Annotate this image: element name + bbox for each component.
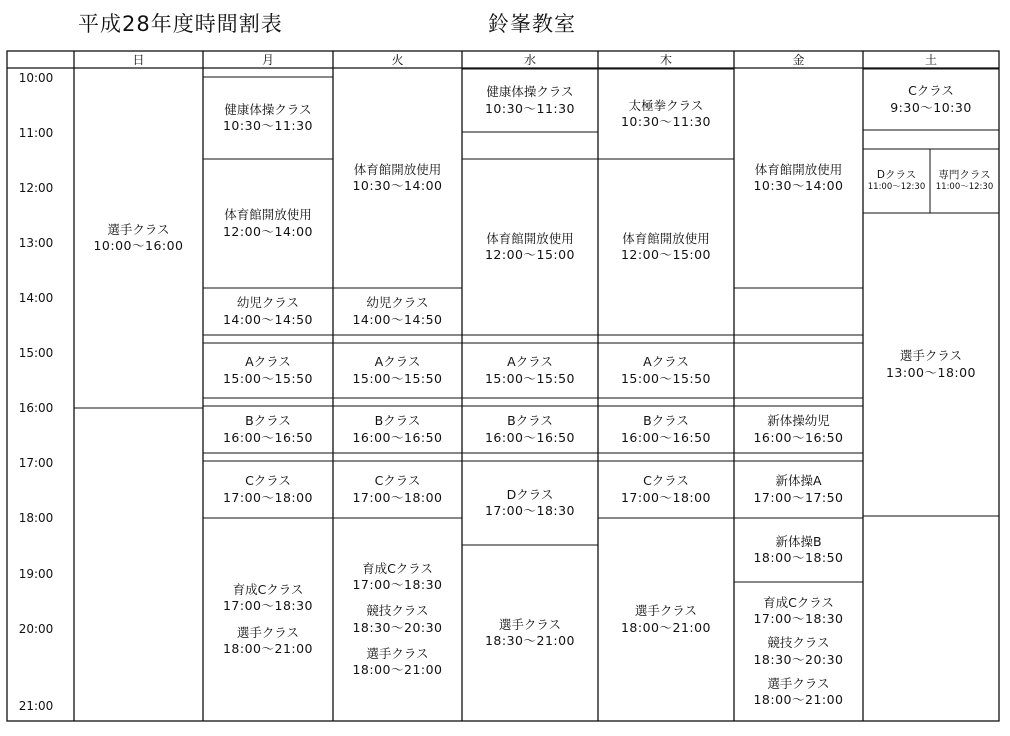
class-cell [203,406,333,453]
class-name: Aクラス [374,354,421,370]
class-name: 体育館開放使用 [622,230,710,246]
class-time: 10:30～11:30 [620,114,712,129]
class-time: 18:30～20:30 [753,651,844,667]
class-name: Cクラス [374,473,421,489]
class-time: 12:00～15:00 [620,247,712,262]
class-name: 選手クラス [366,645,429,661]
class-name: 体育館開放使用 [224,207,312,223]
class-name: 新体操B [775,533,822,549]
class-cell [863,149,930,213]
hour-label: 15:00 [18,346,54,360]
class-name: 体育館開放使用 [486,230,574,246]
page-title: 平成28年度時間割表 [78,12,283,36]
class-name: 専門クラス [938,168,991,181]
class-time: 16:00～16:50 [222,429,314,445]
class-time: 18:00～21:00 [753,692,844,707]
class-time: 13:00～18:00 [885,364,977,380]
class-time: 9:30～10:30 [890,99,972,115]
class-time: 16:00～16:50 [484,429,576,445]
class-time: 10:30～14:00 [352,178,443,193]
class-cell [462,69,598,132]
class-cell [598,406,734,453]
class-time: 10:30～11:30 [484,100,576,116]
class-name: Aクラス [507,354,553,370]
class-name: 新体操A [775,473,822,489]
class-name: 育成Cクラス [232,582,304,597]
class-name: 健康体操クラス [224,101,312,117]
class-time: 17:00～17:50 [753,489,844,505]
class-name: 体育館開放使用 [353,161,442,177]
class-name: 競技クラス [366,603,429,619]
day-header-sun: 日 [132,53,145,67]
hour-label: 17:00 [18,456,54,470]
class-name: 選手クラス [236,624,300,640]
class-name: 幼児クラス [366,295,429,311]
class-time: 10:00～16:00 [93,238,184,253]
class-time: 17:00～18:00 [620,489,712,505]
class-name: Cクラス [245,473,291,489]
class-name: 育成Cクラス [763,594,834,610]
class-cell [734,461,863,518]
hour-label: 12:00 [18,181,54,195]
class-name: Bクラス [507,413,553,429]
class-cell [462,545,598,721]
class-time: 15:00～15:50 [620,370,712,386]
class-time: 18:30～21:00 [484,633,576,648]
class-cell [598,461,734,518]
hour-label: 19:00 [18,567,54,581]
class-time: 16:00～16:50 [753,429,844,445]
class-name: Bクラス [643,413,689,429]
class-cell [333,406,462,453]
day-header-tue: 火 [391,53,404,67]
day-header-sat: 土 [924,53,937,67]
class-name: 選手クラス [498,616,562,632]
class-cell [462,159,598,335]
class-time: 18:00～18:50 [753,550,844,565]
class-cell [333,343,462,398]
class-time: 16:00～16:50 [620,429,712,445]
class-cell [598,343,734,398]
class-cell [74,68,203,408]
hour-label: 20:00 [18,622,54,636]
class-time: 18:30～20:30 [352,619,443,635]
class-name: 新体操幼児 [767,413,830,429]
class-name: Cクラス [643,473,689,489]
class-time: 18:00～21:00 [620,619,712,635]
class-cell [930,149,999,213]
class-time: 17:00～18:00 [222,489,314,505]
day-header-fri: 金 [792,53,805,67]
class-cell [734,406,863,453]
class-name: Dクラス [506,486,554,502]
class-name: 育成Cクラス [362,560,433,576]
class-name: 選手クラス [634,603,698,619]
class-name: 競技クラス [767,635,830,651]
day-header-thu: 木 [659,53,672,67]
class-cell [203,461,333,518]
class-cell [734,518,863,582]
class-name: Aクラス [245,354,291,370]
class-name: Bクラス [245,413,291,429]
school-name: 鈴峯教室 [488,12,576,36]
day-header-wed: 水 [523,53,536,67]
class-time: 14:00～14:50 [222,311,314,327]
class-cell [203,77,333,159]
class-name: 体育館開放使用 [754,161,843,177]
class-name: 健康体操クラス [486,84,574,100]
class-cell [462,406,598,453]
day-header-mon: 月 [261,53,274,67]
class-cell [734,582,863,721]
class-name: Aクラス [643,354,689,370]
class-time: 12:00～15:00 [484,247,576,262]
class-name: 選手クラス [107,221,170,237]
class-time: 17:00～18:30 [352,577,443,592]
hour-label: 13:00 [18,236,54,250]
class-cell [203,518,333,721]
class-time: 10:30～14:00 [753,178,844,193]
class-time: 17:00～18:00 [352,489,443,505]
hour-label: 10:00 [18,71,54,85]
class-time: 12:00～14:00 [222,223,314,239]
class-time: 17:00～18:30 [222,598,314,614]
class-time: 15:00～15:50 [484,370,576,386]
class-time: 10:30～11:30 [222,118,314,133]
class-cell [203,288,333,335]
class-name: Cクラス [908,83,954,99]
class-cell [203,159,333,288]
class-time: 11:00～12:30 [867,182,926,193]
hour-label: 14:00 [18,291,54,305]
class-time: 17:00～18:30 [484,503,576,518]
hour-label: 16:00 [18,401,54,415]
class-time: 17:00～18:30 [753,611,844,626]
class-name: Bクラス [374,413,421,429]
class-cell [333,68,462,288]
class-cell [598,159,734,335]
class-cell [333,288,462,335]
class-time: 18:00～21:00 [222,640,314,656]
class-time: 18:00～21:00 [352,662,443,677]
class-cell [203,343,333,398]
class-time: 11:00～12:30 [935,182,994,193]
class-name: Dクラス [876,168,917,181]
hour-label: 18:00 [18,511,54,525]
hour-label: 11:00 [18,126,54,140]
class-time: 15:00～15:50 [352,370,443,386]
class-cell [333,518,462,721]
class-name: 選手クラス [899,348,963,364]
class-name: 選手クラス [767,675,830,691]
hour-label: 21:00 [18,699,54,713]
class-time: 16:00～16:50 [352,429,443,445]
class-cell [863,69,999,130]
class-cell [863,213,999,516]
class-cell [462,343,598,398]
class-time: 15:00～15:50 [222,370,314,386]
class-cell [598,69,734,159]
class-cell [333,461,462,518]
class-name: 幼児クラス [236,295,300,311]
class-time: 14:00～14:50 [352,311,443,327]
class-cell [598,518,734,721]
class-name: 太極拳クラス [628,97,704,113]
class-cell [462,461,598,545]
class-cell [734,68,863,288]
